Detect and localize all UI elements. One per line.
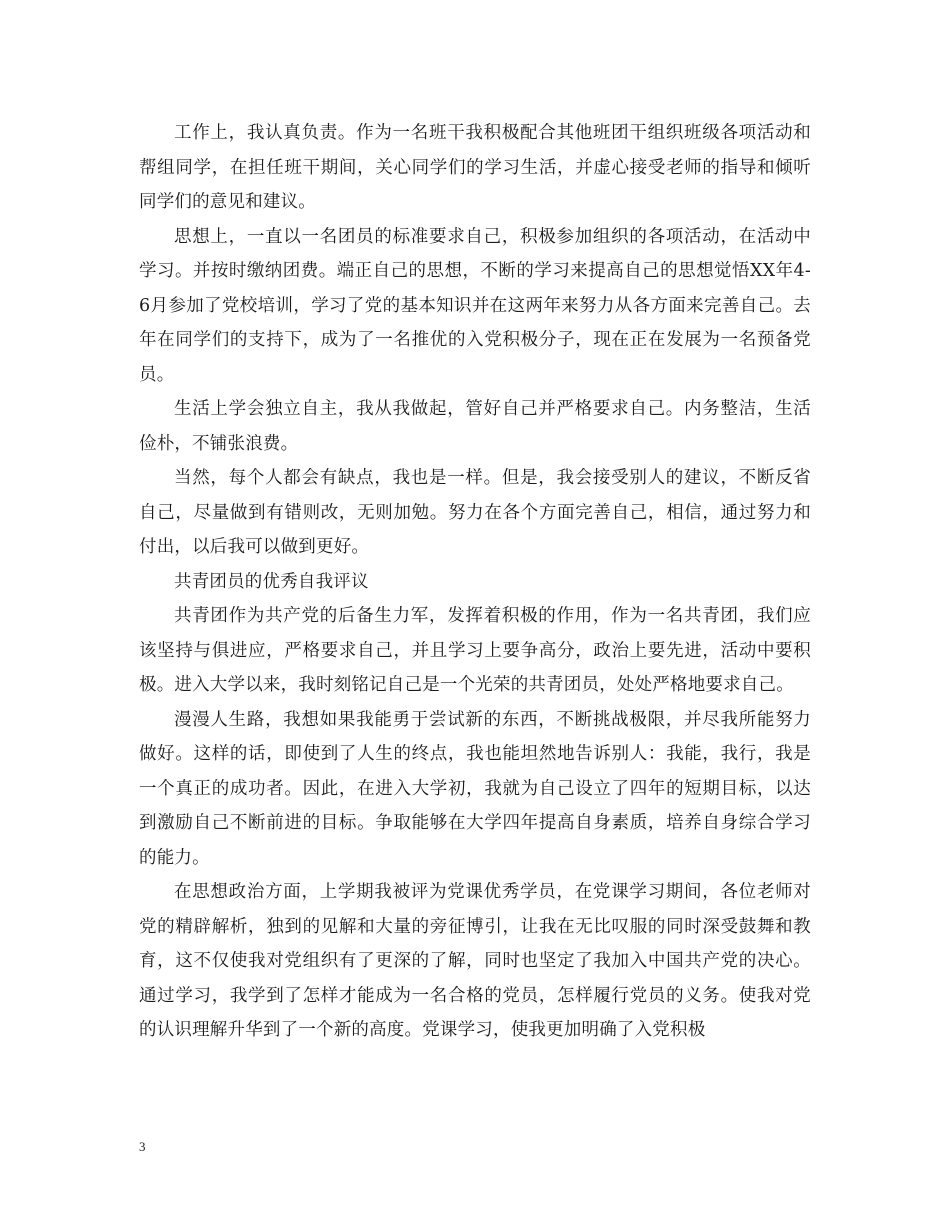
section-title: 共青团员的优秀自我评议 xyxy=(174,571,369,592)
paragraph-life-goals: 漫漫人生路，我想如果我能勇于尝试新的东西，不断挑战极限，并尽我所能努力做好。这样的话，即使到了人生的终点，我也能坦然地告诉别人：我能，我行，我是一个真正的成功者。因此，在进入大学初，我就为自己设立了四年的短期目标，以达到激励自己不断前进的目标。争取能够在大学四年提高自身素质，培养自身综合学习的能力。 xyxy=(139,709,811,868)
paragraph-political-study: 在思想政治方面，上学期我被评为党课优秀学员，在党课学习期间，各位老师对党的精辟解析，独到的见解和大量的旁征博引，让我在无比叹服的同时深受鼓舞和教育，这不仅使我对党组织有了更深的了解，同时也坚定了我加入中国共产党的决心。通过学习，我学到了怎样才能成为一名合格的党员，怎样履行党员的义务。使我对党的认识理解升华到了一个新的高度。党课学习，使我更加明确了入党积极 xyxy=(139,882,811,1040)
page-number: 3 xyxy=(139,1139,146,1154)
document-body xyxy=(139,116,811,1048)
paragraph-shortcomings: 当然，每个人都会有缺点，我也是一样。但是，我会接受别人的建议，不断反省自己，尽量做到有错则改，无则加勉。努力在各个方面完善自己，相信，通过努力和付出，以后我可以做到更好。 xyxy=(139,468,811,557)
paragraph-life: 生活上学会独立自主，我从我做起，管好自己并严格要求自己。内务整洁，生活俭朴，不铺张浪费。 xyxy=(139,399,811,454)
paragraph-thought: 思想上，一直以一名团员的标准要求自己，积极参加组织的各项活动，在活动中学习。并按时缴纳团费。端正自己的思想，不断的学习来提高自己的思想觉悟XX年4-6月参加了党校培训，学习了党的基本知识并在这两年来努力从各方面来完善自己。去年在同学们的支持下，成为了一名推优的入党积极分子，现在正在发展为一名预备党员。 xyxy=(139,226,811,385)
paragraph-work: 工作上，我认真负责。作为一名班干我积极配合其他班团干组织班级各项活动和帮组同学，在担任班干期间，关心同学们的学习生活，并虚心接受老师的指导和倾听同学们的意见和建议。 xyxy=(139,123,811,212)
paragraph-league-role: 共青团作为共产党的后备生力军，发挥着积极的作用，作为一名共青团，我们应该坚持与俱进应，严格要求自己，并且学习上要争高分，政治上要先进，活动中要积极。进入大学以来，我时刻铭记自己是一个光荣的共青团员，处处严格地要求自己。 xyxy=(139,606,811,695)
